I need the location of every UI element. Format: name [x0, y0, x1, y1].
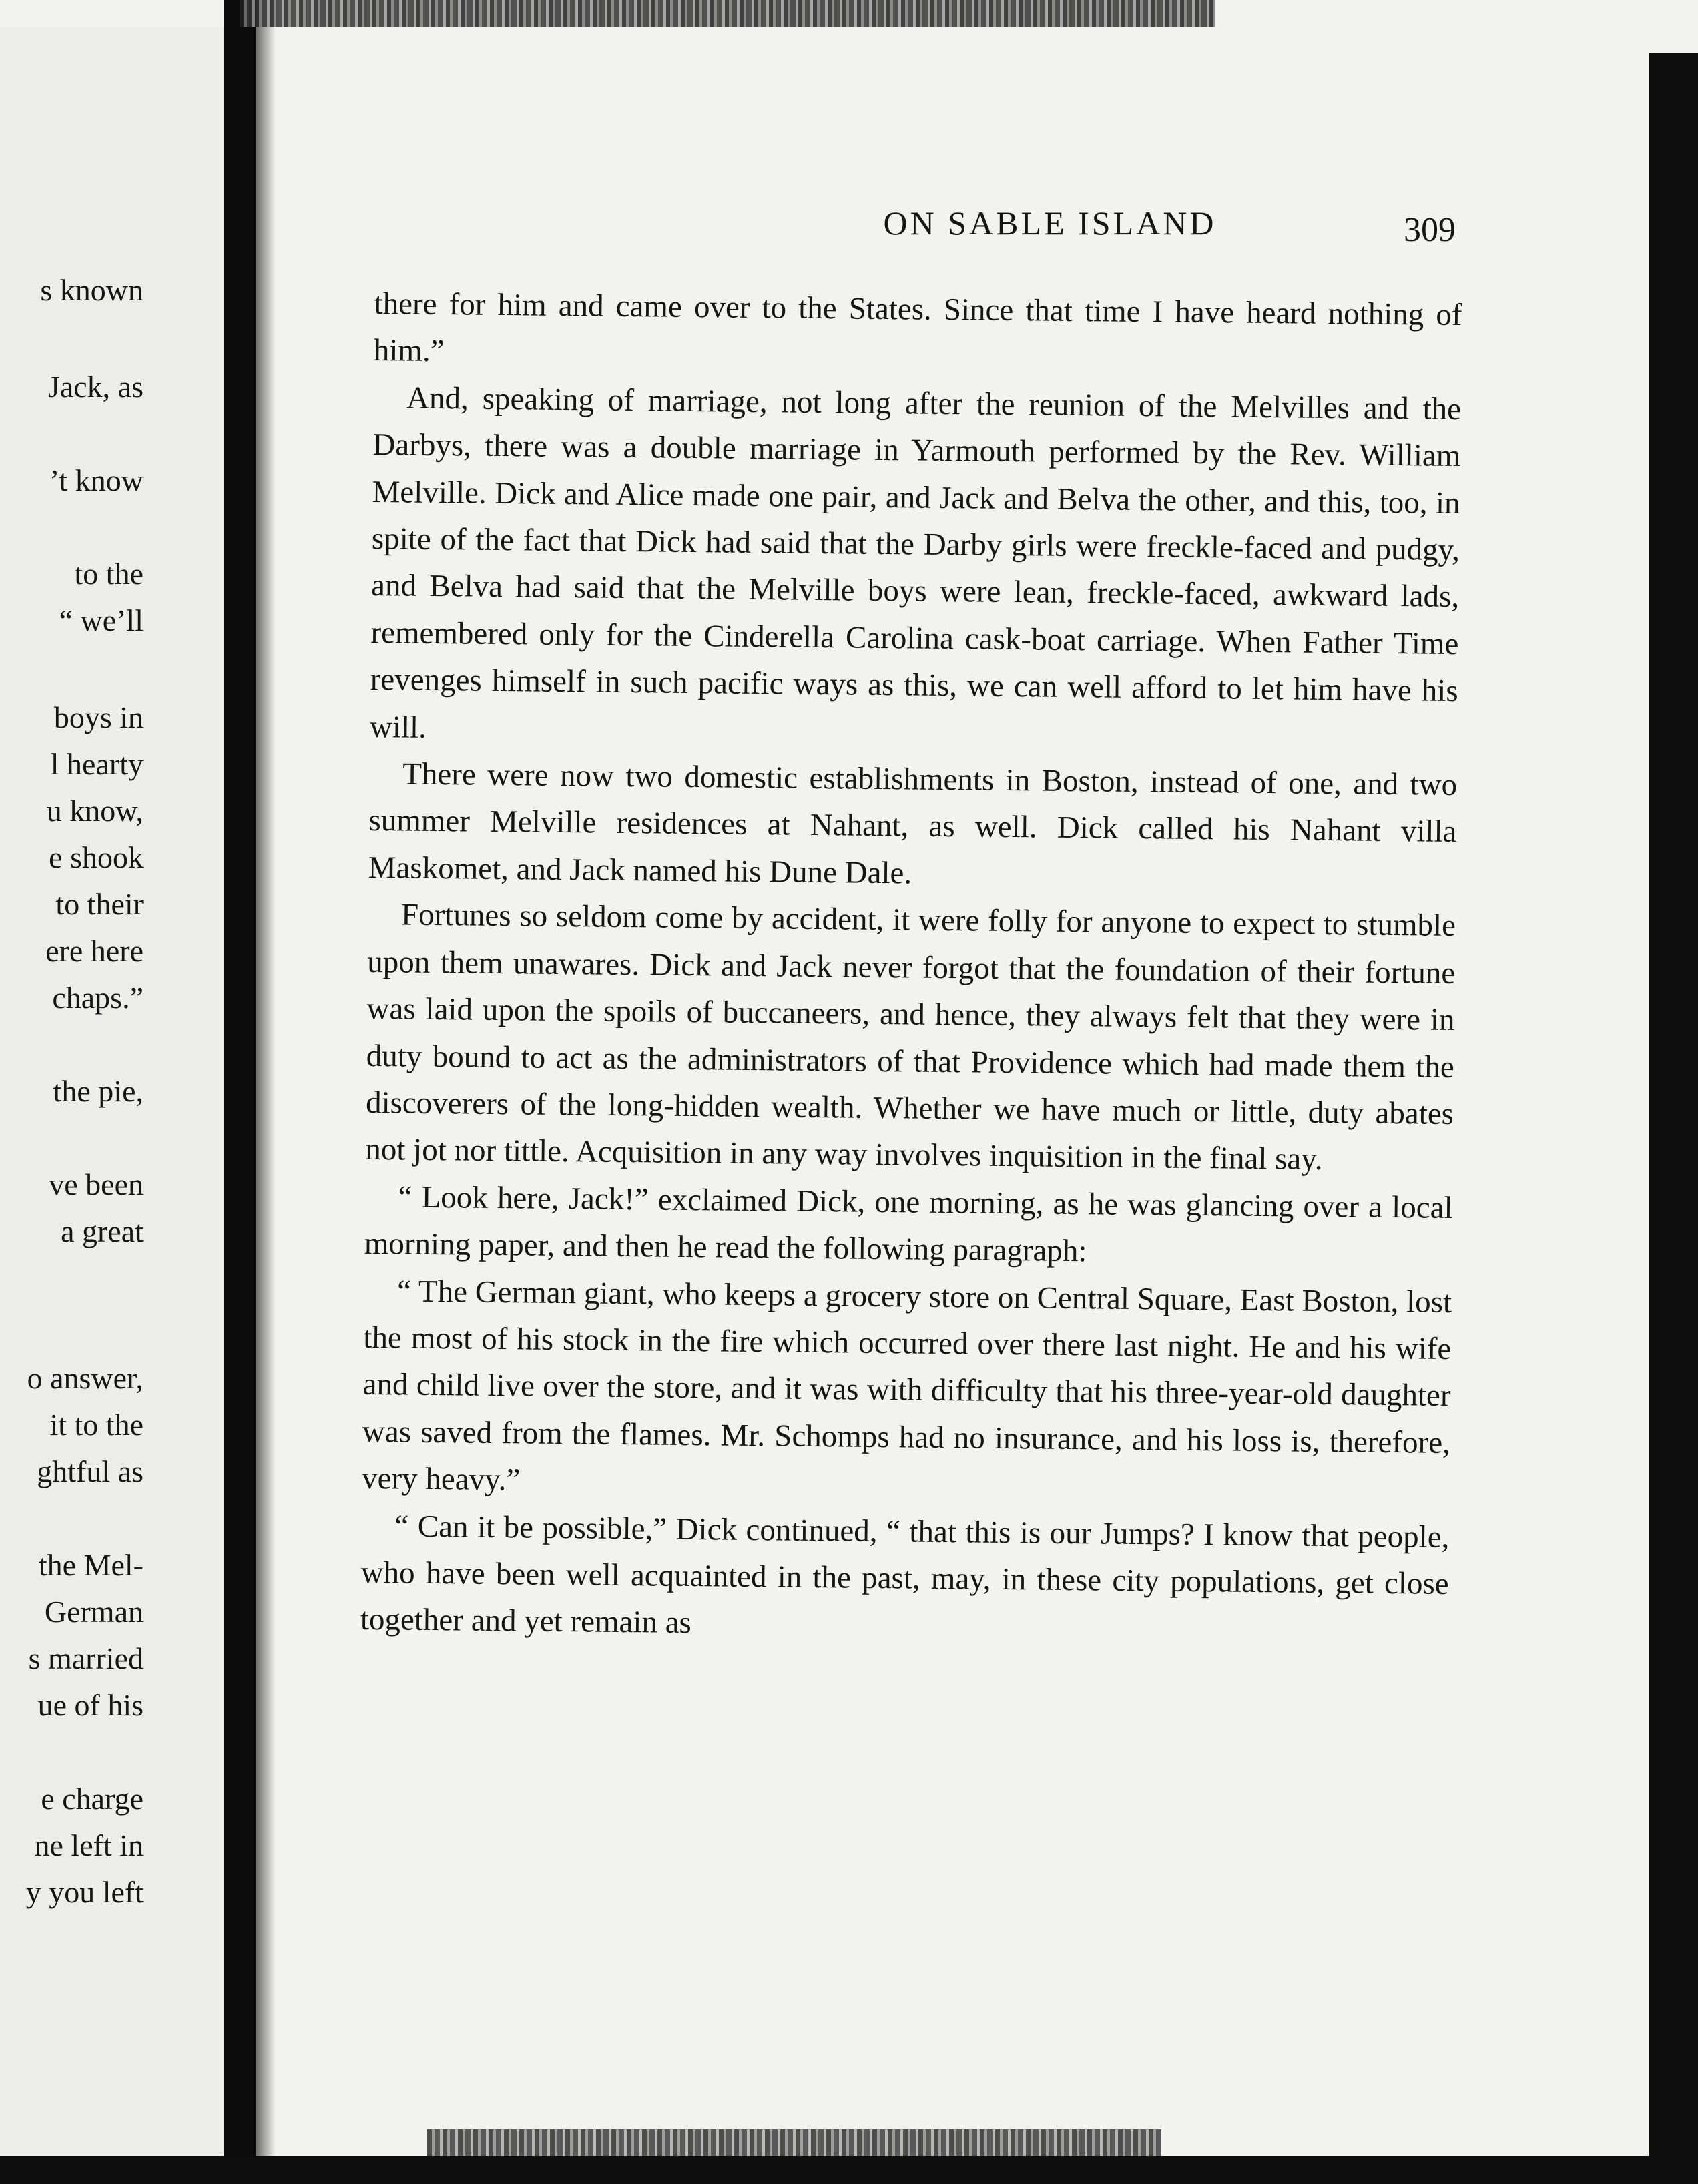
- facing-page-line: l hearty: [50, 747, 144, 781]
- paragraph: There were now two domestic establishments in Boston, instead of one, and two summer Melville residences at Nahant, as well. Dick called his Nahant villa Maskomet, and Jack named his Dune Dale.: [368, 756, 1458, 891]
- facing-page-line: a great: [61, 1214, 144, 1248]
- facing-page-line: the Mel-: [38, 1548, 144, 1582]
- gutter-shadow: [256, 0, 276, 2184]
- facing-page-line: Jack, as: [47, 370, 144, 404]
- paragraph: there for him and came over to the States. Since that time I have heard nothing of him.”: [373, 286, 1462, 369]
- facing-page-line: German: [44, 1595, 144, 1629]
- facing-page-line: s known: [40, 273, 144, 307]
- bottom-page-edge: [427, 2129, 1161, 2156]
- facing-page-line: s married: [28, 1641, 144, 1675]
- book-page: [276, 27, 1649, 2129]
- facing-page-line: o answer,: [27, 1361, 144, 1395]
- right-scan-border: [1649, 53, 1698, 2184]
- facing-page-line: y you left: [25, 1875, 144, 1909]
- top-page-edge: [240, 0, 1215, 27]
- facing-page-line: boys in: [53, 700, 144, 734]
- facing-page-line: it to the: [49, 1408, 144, 1442]
- paragraph: “ The German giant, who keeps a grocery store on Central Square, East Boston, lost the most of his stock in the fire which occurred over there last night. He and his wife and child live over the store, and it was with difficulty that his three-year-old daughter was saved from the flames. Mr. Schomps had no insurance, and his loss is, therefore, very heavy.”: [361, 1273, 1452, 1498]
- paragraph: And, speaking of marriage, not long after the reunion of the Melvilles and the Darbys, there was a double marriage in Yarmouth performed by the Rev. William Melville. Dick and Alice made one pair, and Jack and Belva the other, and this, too, in spite of the fact that Dick had said that the Darby girls were freckle-faced and pudgy, and Belva had said that the Melville boys were lean, freckle-faced, awkward lads, remembered only for the Cinderella Carolina cask-boat carriage. When Father Time revenges himself in such pacific ways as this, we can well afford to let him have his will.: [369, 380, 1462, 745]
- facing-page-line: ghtful as: [37, 1454, 144, 1488]
- facing-page-line: u know,: [46, 794, 144, 828]
- facing-page-line: e shook: [49, 840, 144, 874]
- facing-page-line: ne left in: [34, 1828, 144, 1862]
- facing-page-line: “ we’ll: [59, 603, 144, 637]
- facing-page-line: the pie,: [53, 1074, 144, 1108]
- paragraph: “ Look here, Jack!” exclaimed Dick, one morning, as he was glancing over a local morning paper, and then he read the following paragraph:: [364, 1179, 1453, 1269]
- facing-page-line: ue of his: [37, 1688, 144, 1722]
- paragraph: Fortunes so seldom come by accident, it were folly for anyone to expect to stumble upon them unawares. Dick and Jack never forgot that the foundation of their fortune was laid upon the spoils of buccaneers, and hence, they always felt that they were in duty bound to act as the administrators of that Providence which had made them the discoverers of the long-hidden wealth. Whether we have much or little, duty abates not jot nor tittle. Acquisition in any way involves inquisition in the final say.: [365, 897, 1456, 1177]
- page-number: 309: [1404, 211, 1456, 249]
- facing-page-line: ere here: [45, 934, 144, 968]
- body-text: [360, 280, 1462, 1655]
- facing-page-line: e charge: [41, 1782, 144, 1816]
- facing-page-line: ve been: [49, 1167, 144, 1201]
- facing-page-fragment: [0, 27, 224, 2156]
- facing-page-line: chaps.”: [52, 981, 144, 1015]
- facing-page-line: to the: [74, 557, 144, 591]
- bottom-scan-border: [0, 2156, 1698, 2184]
- running-head: ON SABLE ISLAND: [883, 204, 1217, 242]
- facing-page-line: ’t know: [49, 463, 144, 497]
- facing-page-line: to their: [55, 887, 144, 921]
- book-gutter: [224, 0, 256, 2184]
- paragraph: “ Can it be possible,” Dick continued, “ that this is our Jumps? I know that people, who have been well acquainted in the past, may, in these city populations, get close together and yet remain as: [360, 1508, 1450, 1641]
